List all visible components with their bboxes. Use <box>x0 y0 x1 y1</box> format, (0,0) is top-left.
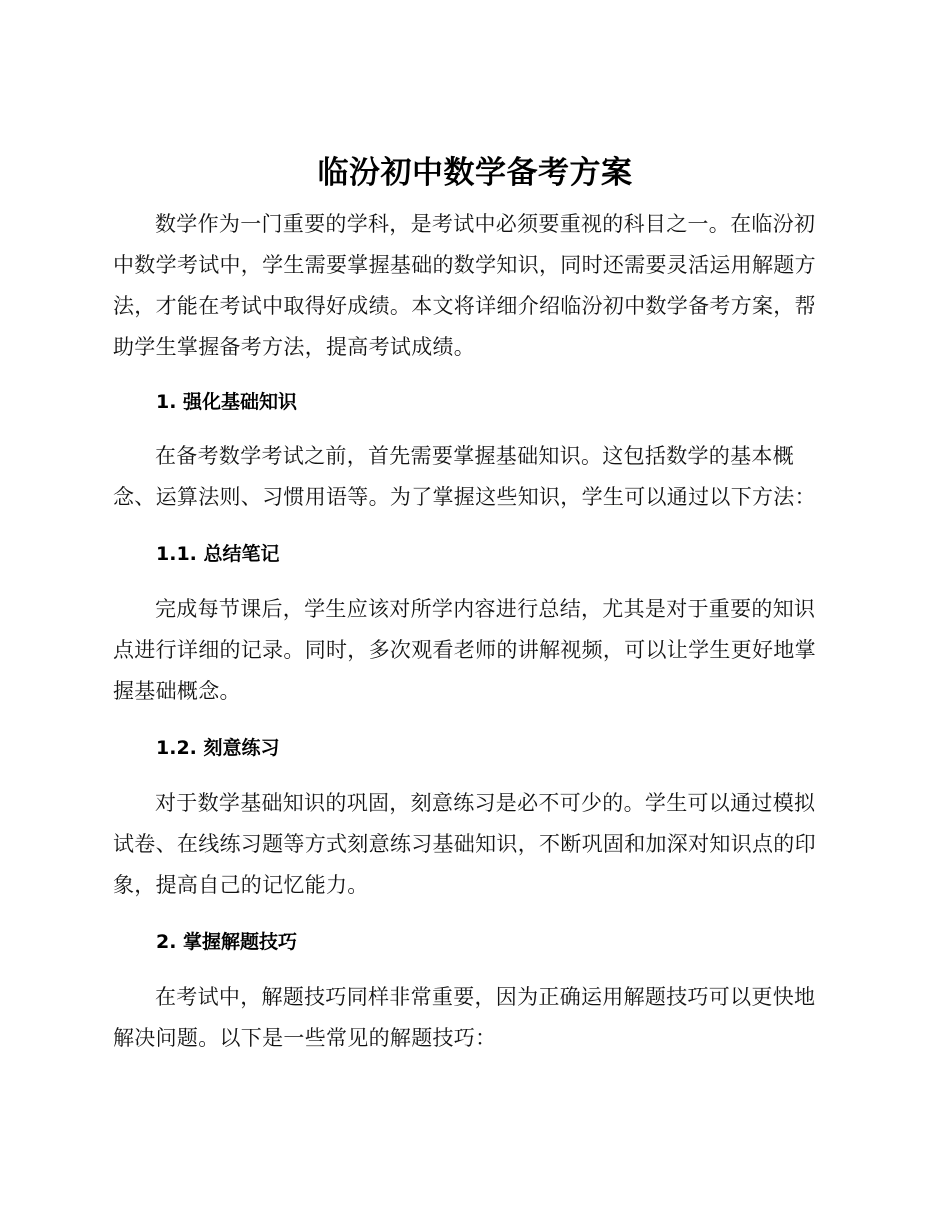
section-body-2: 在考试中，解题技巧同样非常重要，因为正确运用解题技巧可以更快地解决问题。以下是一些常见的解题技巧： <box>113 985 816 1050</box>
section-body-1-1: 完成每节课后，学生应该对所学内容进行总结，尤其是对于重要的知识点进行详细的记录。同时，多次观看老师的讲解视频，可以让学生更好地掌握基础概念。 <box>113 597 816 703</box>
section-heading-2: 2. 掌握解题技巧 <box>156 931 298 953</box>
intro-paragraph: 数学作为一门重要的学科，是考试中必须要重视的科目之一。在临汾初中数学考试中，学生需要掌握基础的数学知识，同时还需要灵活运用解题方法，才能在考试中取得好成绩。本文将详细介绍临汾初中数学备考方案，帮助学生掌握备考方法，提高考试成绩。 <box>113 212 816 359</box>
section-heading-1: 1. 强化基础知识 <box>156 391 298 413</box>
section-body-1: 在备考数学考试之前，首先需要掌握基础知识。这包括数学的基本概念、运算法则、习惯用语等。为了掌握这些知识，学生可以通过以下方法： <box>113 444 816 509</box>
section-body-1-2: 对于数学基础知识的巩固，刻意练习是必不可少的。学生可以通过模拟试卷、在线练习题等方式刻意练习基础知识，不断巩固和加深对知识点的印象，提高自己的记忆能力。 <box>113 791 816 897</box>
section-heading-1-2: 1.2. 刻意练习 <box>156 737 280 759</box>
section-heading-1-1: 1.1. 总结笔记 <box>156 543 280 565</box>
page-title: 临汾初中数学备考方案 <box>317 155 633 191</box>
